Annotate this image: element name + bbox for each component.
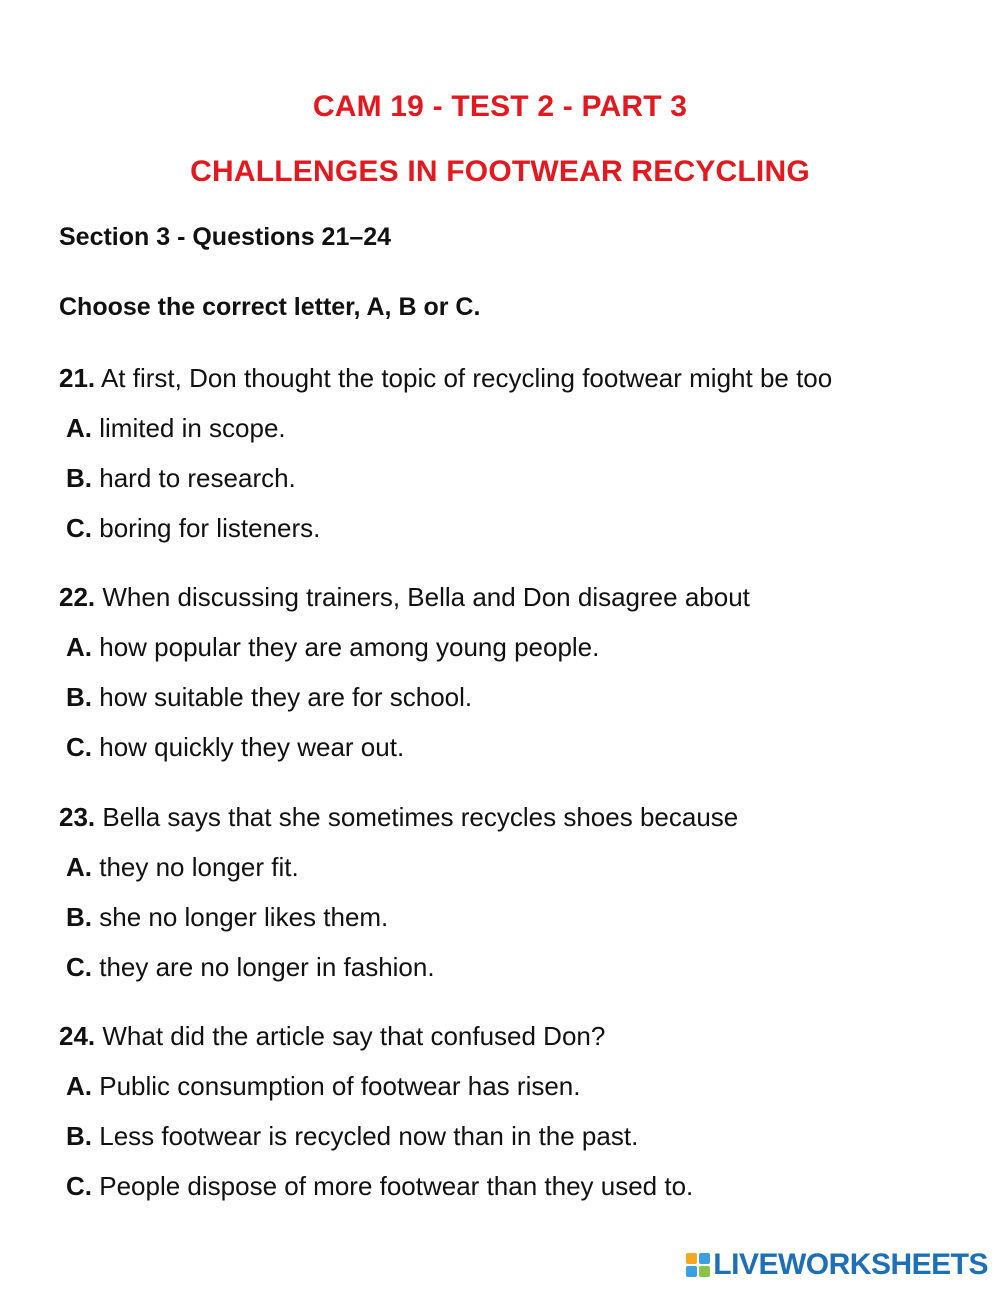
question-text: When discussing trainers, Bella and Don disagree about — [102, 582, 750, 612]
option-letter: B. — [66, 902, 92, 932]
page-subtitle: CHALLENGES IN FOOTWEAR RECYCLING — [190, 155, 810, 188]
question-21 — [59, 363, 959, 543]
option-a[interactable] — [59, 852, 959, 882]
option-b[interactable] — [59, 1121, 959, 1151]
option-text: limited in scope. — [99, 413, 286, 443]
logo-text: LIVEWORKSHEETS — [713, 1248, 988, 1281]
question-number: 22. — [59, 582, 96, 612]
option-text: hard to research. — [99, 463, 296, 493]
question-text: What did the article say that confused Don? — [102, 1021, 606, 1051]
option-b[interactable] — [59, 682, 959, 712]
question-23 — [59, 802, 959, 982]
page-title: CAM 19 - TEST 2 - PART 3 — [312, 90, 688, 123]
option-a[interactable] — [59, 632, 959, 662]
option-b[interactable] — [59, 463, 959, 493]
option-text: how popular they are among young people. — [99, 632, 600, 662]
question-text: At first, Don thought the topic of recycling footwear might be too — [100, 363, 833, 393]
option-letter: C. — [66, 732, 92, 762]
option-letter: B. — [66, 682, 92, 712]
option-text: boring for listeners. — [99, 513, 321, 543]
option-text: Less footwear is recycled now than in the past. — [99, 1121, 639, 1151]
question-24 — [59, 1021, 959, 1201]
option-letter: A. — [66, 1071, 92, 1101]
question-text: Bella says that she sometimes recycles shoes because — [102, 802, 739, 832]
option-text: they are no longer in fashion. — [99, 952, 435, 982]
option-a[interactable] — [59, 413, 959, 443]
option-text: how suitable they are for school. — [99, 682, 473, 712]
option-text: she no longer likes them. — [99, 902, 389, 932]
option-letter: C. — [66, 952, 92, 982]
question-number: 21. — [59, 363, 96, 393]
option-text: they no longer fit. — [99, 852, 299, 882]
question-number: 24. — [59, 1021, 96, 1051]
section-heading: Section 3 - Questions 21–24 — [59, 223, 392, 251]
question-number: 23. — [59, 802, 96, 832]
option-letter: A. — [66, 632, 92, 662]
option-text: People dispose of more footwear than they used to. — [99, 1171, 694, 1201]
option-letter: C. — [66, 513, 92, 543]
option-c[interactable] — [59, 732, 959, 762]
option-letter: A. — [66, 413, 92, 443]
option-text: Public consumption of footwear has risen. — [99, 1071, 581, 1101]
option-c[interactable] — [59, 513, 959, 543]
question-stem — [59, 802, 959, 832]
logo-icon — [686, 1253, 710, 1277]
question-stem — [59, 363, 959, 393]
option-letter: B. — [66, 1121, 92, 1151]
option-letter: A. — [66, 852, 92, 882]
option-a[interactable] — [59, 1071, 959, 1101]
option-letter: C. — [66, 1171, 92, 1201]
option-c[interactable] — [59, 952, 959, 982]
liveworksheets-logo — [686, 1248, 988, 1282]
option-b[interactable] — [59, 902, 959, 932]
option-c[interactable] — [59, 1171, 959, 1201]
question-22 — [59, 582, 959, 762]
question-stem — [59, 1021, 959, 1051]
option-text: how quickly they wear out. — [99, 732, 405, 762]
option-letter: B. — [66, 463, 92, 493]
question-stem — [59, 582, 959, 612]
instruction-text: Choose the correct letter, A, B or C. — [59, 293, 481, 321]
